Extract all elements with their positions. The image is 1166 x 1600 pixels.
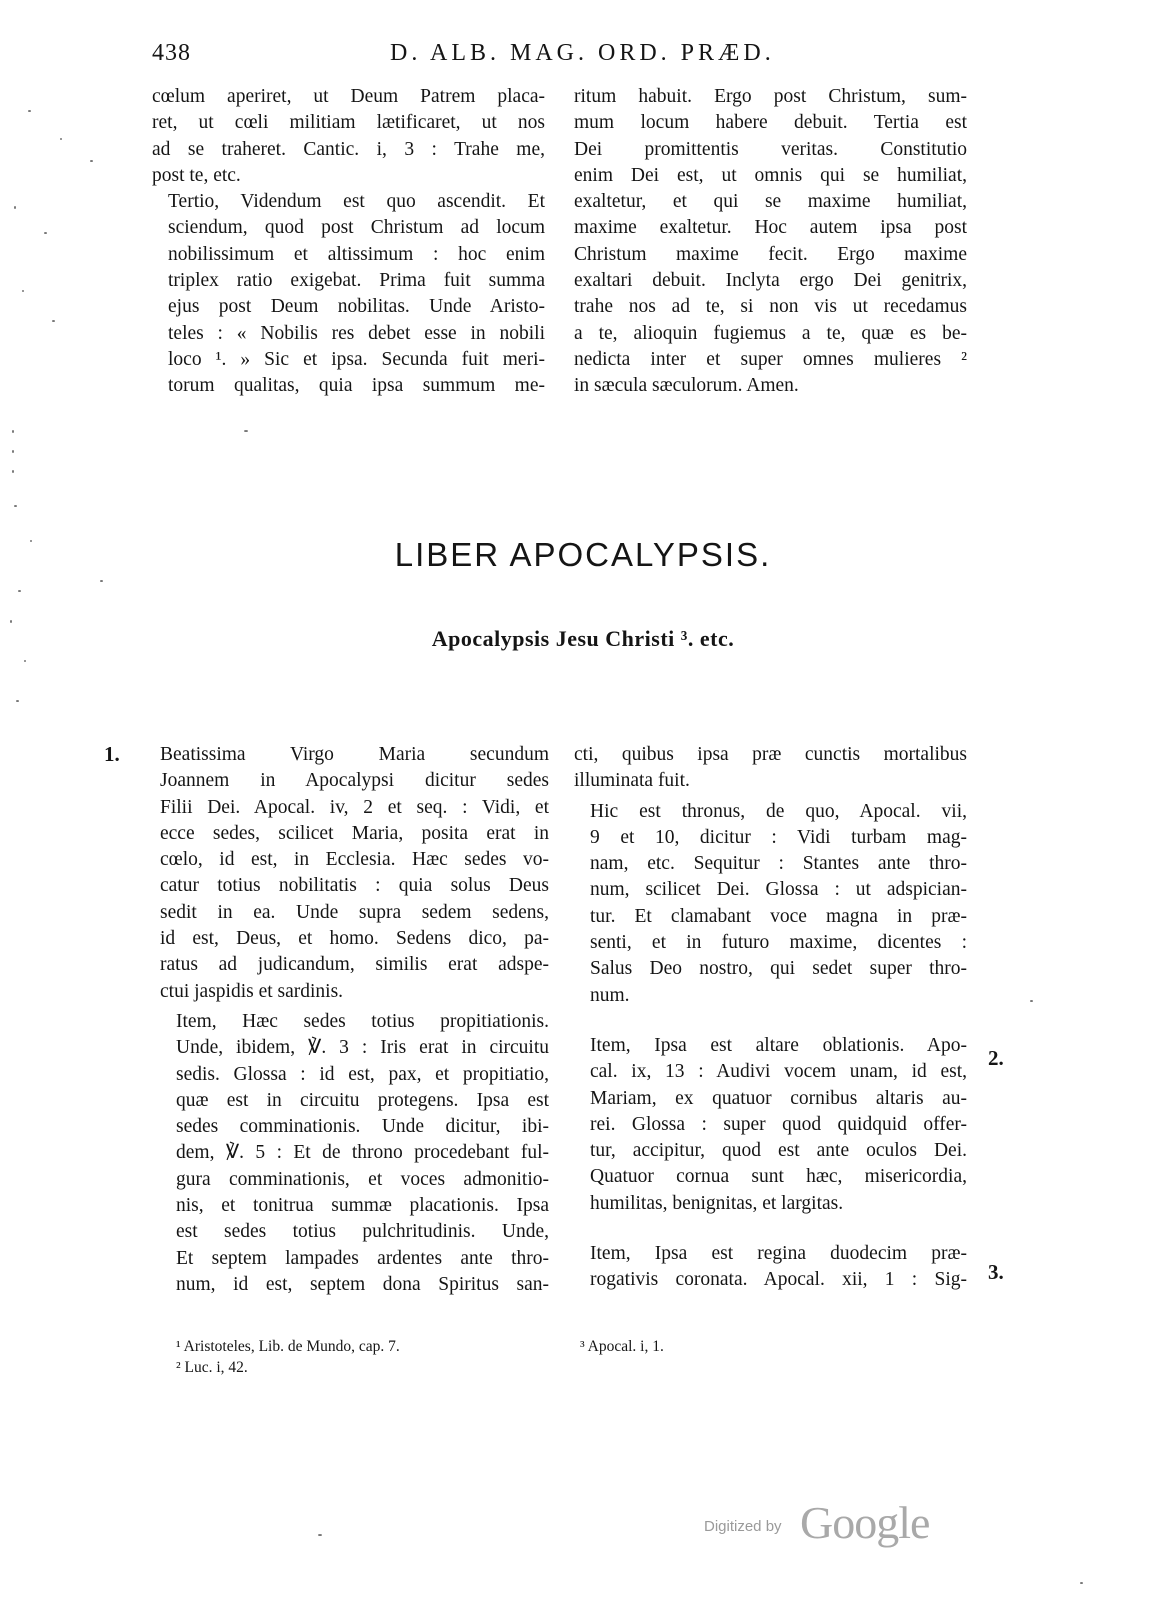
- digitized-watermark: [704, 1496, 944, 1546]
- text-line: Tertio, Videndum est quo ascendit. Et: [168, 191, 545, 213]
- text-line: Unde, ibidem, ℣. 3 : Iris erat in circuitu: [176, 1037, 549, 1059]
- top-left-column: [152, 84, 545, 400]
- footnote: ¹ Aristoteles, Lib. de Mundo, cap. 7.: [176, 1338, 400, 1355]
- text-line: Item, Hæc sedes totius propitiationis.: [176, 1010, 549, 1032]
- text-line: sedes comminationis. Unde dicitur, ibi-: [176, 1116, 549, 1138]
- footnote: ² Luc. i, 42.: [176, 1359, 248, 1376]
- text-line: nis, et tonitrua summæ placationis. Ipsa: [176, 1195, 549, 1217]
- marginal-number: 1.: [104, 742, 120, 766]
- text-line: cœlum aperiret, ut Deum Patrem placa-: [152, 86, 545, 107]
- text-line: trahe nos ad te, si non vis ut recedamus: [574, 296, 967, 318]
- marginal-number: 3.: [988, 1260, 1004, 1284]
- paragraph: [574, 799, 967, 1009]
- text-line: 9 et 10, dicitur : Vidi turbam mag-: [590, 826, 967, 848]
- book-title: LIBER APOCALYPSIS.: [394, 536, 772, 573]
- text-line: num, scilicet Dei. Glossa : ut adspician-: [590, 879, 967, 901]
- text-line: ratus ad judicandum, similis erat adspe-: [160, 954, 549, 976]
- paragraph: [574, 84, 967, 400]
- text-line: maxime exaltetur. Hoc autem ipsa post: [574, 217, 967, 239]
- text-line: sedis. Glossa : id est, pax, et propitiatio,: [176, 1063, 549, 1085]
- paragraph: [574, 1241, 967, 1294]
- text-line: ecce sedes, scilicet Maria, posita erat in: [160, 822, 549, 844]
- text-line: a te, alioquin fugiemus a te, quæ es be-: [574, 322, 967, 344]
- text-line: Dei promittentis veritas. Constitutio: [574, 138, 967, 160]
- text-line: ejus post Deum nobilitas. Unde Aristo-: [168, 296, 545, 318]
- text-line: Christum maxime fecit. Ergo maxime: [574, 243, 967, 265]
- text-line: Item, Ipsa est regina duodecim præ-: [590, 1243, 967, 1265]
- footnote: ³ Apocal. i, 1.: [580, 1338, 664, 1355]
- text-line: post te, etc.: [152, 164, 241, 186]
- text-line: sedit in ea. Unde supra sedem sedens,: [160, 901, 549, 923]
- text-line: ritum habuit. Ergo post Christum, sum-: [574, 86, 967, 107]
- marginal-number: 2.: [988, 1046, 1004, 1070]
- text-line: Salus Deo nostro, qui sedet super thro-: [590, 958, 967, 980]
- text-line: nedicta inter et super omnes mulieres ²: [574, 348, 967, 370]
- text-line: senti, et in futuro maxime, dicentes :: [590, 932, 967, 954]
- text-line: id est, Deus, et homo. Sedens dico, pa-: [160, 928, 549, 950]
- text-line: Quatuor cornua sunt hæc, misericordia,: [590, 1166, 967, 1188]
- paragraph: [574, 1033, 967, 1217]
- section-subtitle: Apocalypsis Jesu Christi ³. etc.: [431, 626, 735, 651]
- text-line: nobilissimum et altissimum : hoc enim: [168, 243, 545, 265]
- text-line: tur. Et clamabant voce magna in præ-: [590, 905, 967, 927]
- top-right-column: [574, 84, 967, 400]
- text-line: Joannem in Apocalypsi dicitur sedes: [160, 770, 549, 792]
- text-line: dem, ℣. 5 : Et de throno procedebant ful-: [176, 1142, 549, 1164]
- text-line: Et septem lampades ardentes ante thro-: [176, 1247, 549, 1269]
- paragraph: [160, 1009, 549, 1298]
- running-title: D. ALB. MAG. ORD. PRÆD.: [390, 40, 775, 66]
- text-line: triplex ratio exigebat. Prima fuit summa: [168, 270, 545, 292]
- paragraph: [160, 742, 549, 1005]
- paragraph-gap: [574, 1009, 967, 1033]
- text-line: ad se traheret. Cantic. i, 3 : Trahe me,: [152, 138, 545, 160]
- running-head: [0, 40, 1166, 76]
- text-line: Mariam, ex quatuor cornibus altaris au-: [590, 1087, 967, 1109]
- text-line: quæ est in circuitu protegens. Ipsa est: [176, 1089, 549, 1111]
- page-number: 438: [152, 40, 191, 66]
- text-line: rei. Glossa : super quod quidquid offer-: [590, 1113, 967, 1135]
- text-line: gura comminationis, et voces admonitio-: [176, 1168, 549, 1190]
- text-line: est sedes totius pulchritudinis. Unde,: [176, 1221, 549, 1243]
- text-line: Filii Dei. Apocal. iv, 2 et seq. : Vidi, et: [160, 796, 549, 818]
- text-line: humilitas, benignitas, et largitas.: [590, 1192, 844, 1214]
- text-line: cœlo, id est, in Ecclesia. Hæc sedes vo-: [160, 849, 549, 871]
- footnotes-left: [176, 1336, 546, 1378]
- paragraph: [152, 189, 545, 399]
- text-line: cti, quibus ipsa præ cunctis mortalibus: [574, 744, 967, 765]
- text-line: sciendum, quod post Christum ad locum: [168, 217, 545, 239]
- text-line: Hic est thronus, de quo, Apocal. vii,: [590, 800, 967, 822]
- text-line: ctui jaspidis et sardinis.: [160, 980, 344, 1002]
- text-line: exaltari debuit. Inclyta ergo Dei genitrix,: [574, 270, 967, 292]
- text-line: Beatissima Virgo Maria secundum: [160, 744, 549, 765]
- text-line: Item, Ipsa est altare oblationis. Apo-: [590, 1034, 967, 1056]
- text-line: torum qualitas, quia ipsa summum me-: [168, 375, 545, 397]
- google-logo: Google: [800, 1497, 930, 1548]
- text-line: loco ¹. » Sic et ipsa. Secunda fuit meri-: [168, 348, 545, 370]
- text-line: catur totius nobilitatis : quia solus Deus: [160, 875, 549, 897]
- text-line: illuminata fuit.: [574, 770, 690, 792]
- text-line: in sæcula sæculorum. Amen.: [574, 375, 799, 397]
- text-line: rogativis coronata. Apocal. xii, 1 : Sig-: [590, 1269, 967, 1291]
- bottom-right-column: [574, 742, 967, 1294]
- text-line: tur, accipitur, quod est ante oculos Dei.: [590, 1140, 967, 1162]
- text-line: mum locum habere debuit. Tertia est: [574, 112, 967, 134]
- text-line: exaltetur, et qui se maxime humiliat,: [574, 191, 967, 213]
- text-line: nam, etc. Sequitur : Stantes ante thro-: [590, 853, 967, 875]
- paragraph: [574, 742, 967, 795]
- text-line: num, id est, septem dona Spiritus san-: [176, 1273, 549, 1295]
- text-line: cal. ix, 13 : Audivi vocem unam, id est,: [590, 1061, 967, 1083]
- text-line: teles : « Nobilis res debet esse in nobili: [168, 322, 545, 344]
- watermark-prefix: Digitized by: [704, 1518, 782, 1535]
- paragraph: [152, 84, 545, 189]
- text-line: num.: [590, 984, 630, 1006]
- footnotes-right: [580, 1336, 950, 1357]
- text-line: enim Dei est, ut omnis qui se humiliat,: [574, 164, 967, 186]
- bottom-left-column: [160, 742, 549, 1298]
- text-line: ret, ut cœli militiam lætificaret, ut nos: [152, 112, 545, 134]
- paragraph-gap: [574, 1217, 967, 1241]
